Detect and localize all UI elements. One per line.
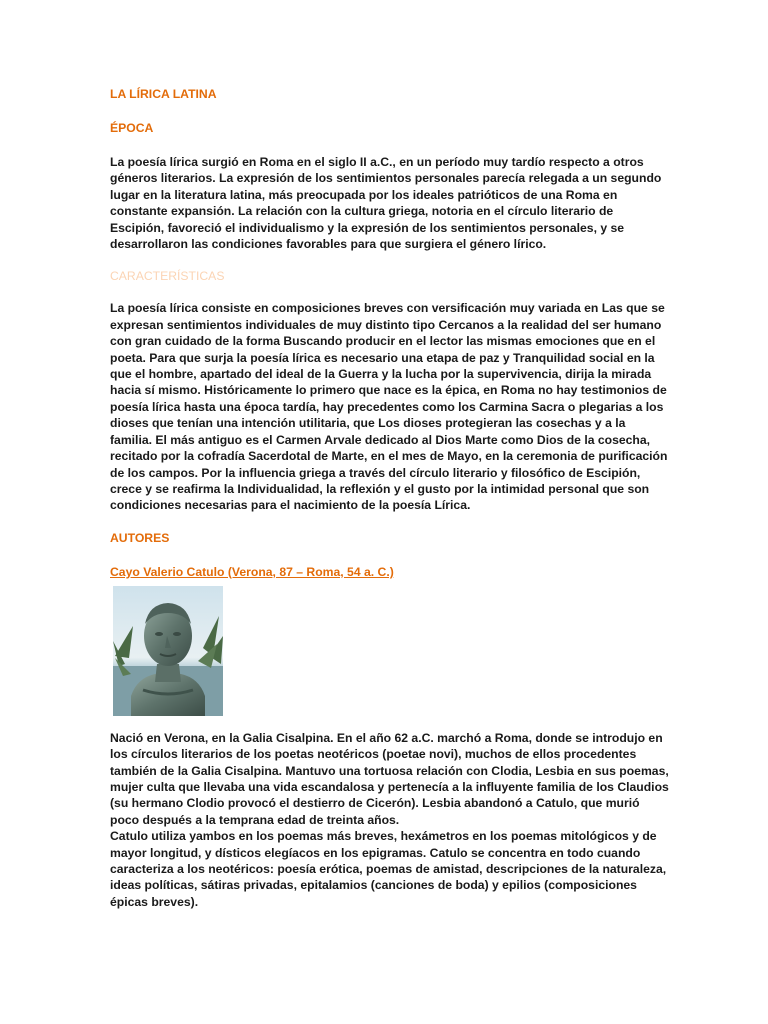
document-title: LA LÍRICA LATINA	[110, 87, 217, 101]
section-heading-autores: AUTORES	[110, 530, 170, 545]
document-page	[110, 86, 670, 910]
epoca-paragraph: La poesía lírica surgió en Roma en el siglo II a.C., en un período muy tardío respecto a otros géneros literarios. La expresión de los sentimientos personales parecía relegada a un segundo lugar en la literatura latina, más preocupada por los ideales patrióticos de una Roma en constante expansión. La relación con la cultura griega, notoria en el círculo literario de Escipión, favoreció el individualismo y la expresión de los sentimientos personales, y se desarrollaron las condiciones favorables para que surgiera el género lírico.	[110, 155, 662, 252]
portrait-container	[110, 586, 670, 716]
section-heading-epoca: ÉPOCA	[110, 121, 154, 135]
caracteristicas-paragraph: La poesía lírica consiste en composiciones breves con versificación muy variada en Las que se expresan sentimientos individuales de muy distinto tipo Cercanos a la realidad del ser humano con gran cuidado de la forma Buscando producir en el lector las mismas emociones que en el poeta. Para que surja la poesía lírica es necesario una etapa de paz y Tranquilidad social en la que el hombre, apartado del ideal de la Guerra y la lucha por la supervivencia, dirija la mirada hacia sí mismo. Históricamente lo primero que nace es la épica, en Roma no hay testimonios de poesía lírica hasta una época tardía, hay precedentes como los Carmina Sacra o plegarias a los dioses que tenían una intención utilitaria, que Los dioses protegieran las cosechas y a la familia. El más antiguo es el Carmen Arvale dedicado al Dios Marte como Dios de la cosecha, recitado por la cofradía Sacerdotal de Marte, en el mes de Mayo, en la ceremonia de purificación de los campos. Por la influencia griega a través del círculo literario y filosófico de Escipión, crece y se reafirma la Individualidad, la reflexión y el gusto por la intimidad personal que son condiciones necesarias para el nacimiento de la poesía Lírica.	[110, 301, 668, 513]
bust-portrait-icon	[113, 586, 223, 716]
bio-paragraph-2: Catulo utiliza yambos en los poemas más breves, hexámetros en los poemas mitológicos y de mayor longitud, y dísticos elegíacos en los epigramas. Catulo se concentra en todo cuando caracteriza a los neotéricos: poesía erótica, poemas de amistad, descripciones de la naturaleza, ideas políticas, sátiras privadas, epitalamios (canciones de boda) y epilios (composiciones épicas breves).	[110, 829, 667, 909]
author-link-catulo[interactable]: Cayo Valerio Catulo (Verona, 87 – Roma, 54 a. C.)	[110, 564, 394, 579]
section-heading-caracteristicas: CARACTERÍSTICAS	[110, 269, 225, 284]
bio-paragraph-1: Nació en Verona, en la Galia Cisalpina. En el año 62 a.C. marchó a Roma, donde se introdujo en los círculos literarios de los poetas neotéricos (poetae novi), muchos de ellos procedentes también de la Galia Cisalpina. Mantuvo una tortuosa relación con Clodia, Lesbia en sus poemas, mujer culta que llevaba una vida escandalosa y pertenecía a la influyente familia de los Claudios (su hermano Clodio provocó el destierro de Cicerón). Lesbia abandonó a Catulo, que murió poco después a la temprana edad de treinta años.	[110, 730, 669, 827]
